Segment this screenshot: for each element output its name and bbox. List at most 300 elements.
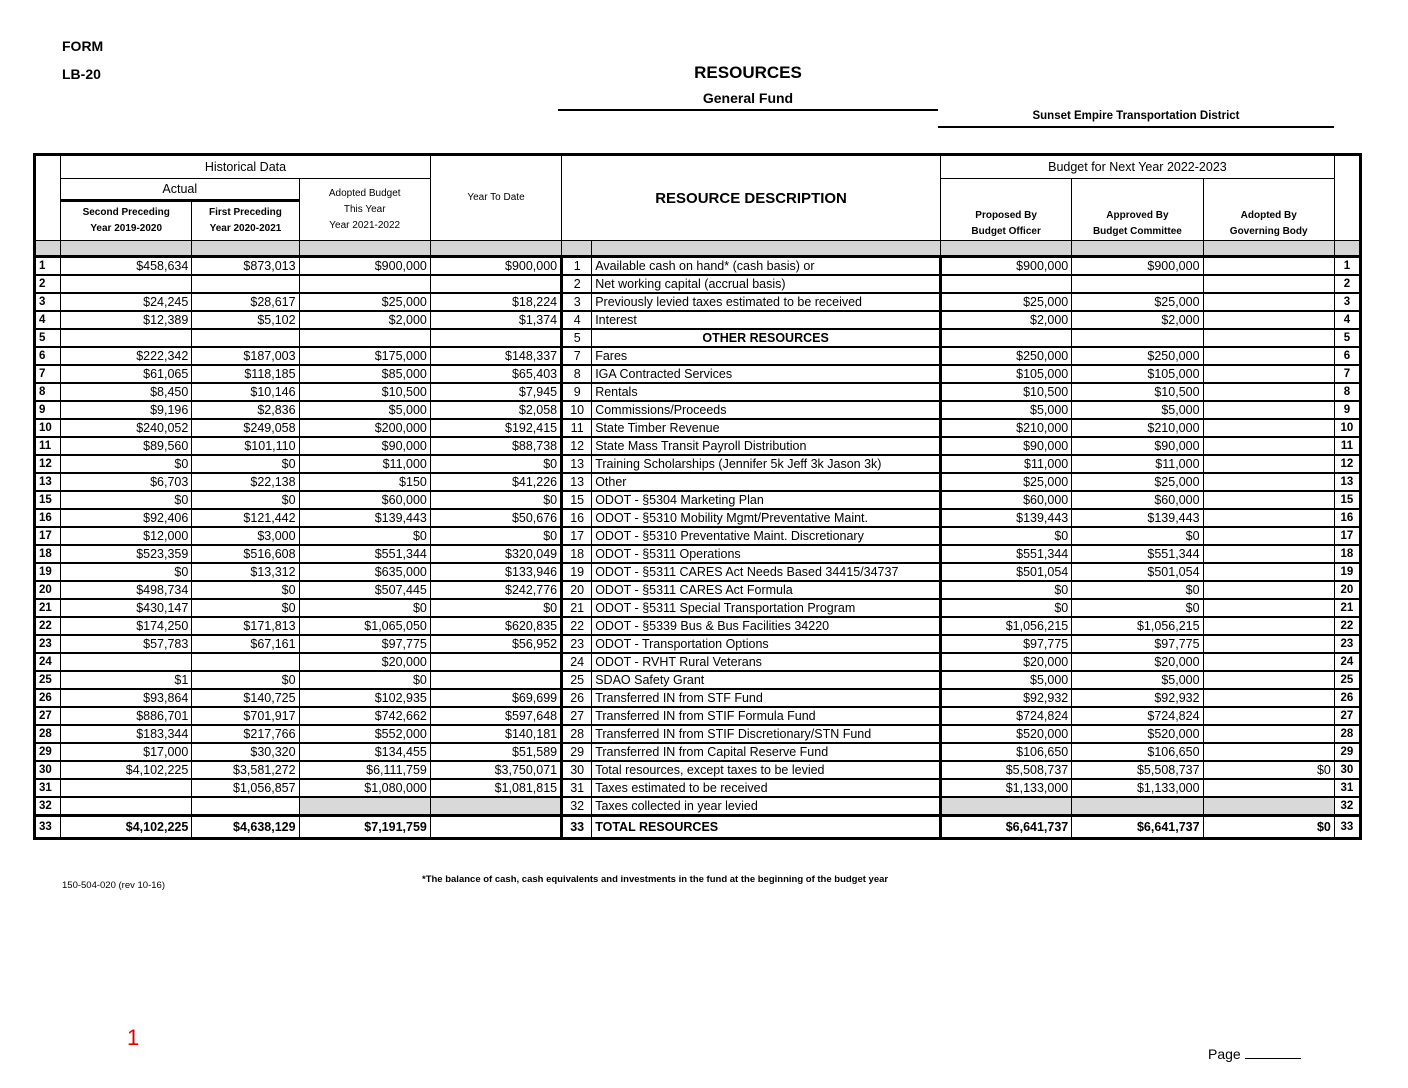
adopted-this-year-value: $25,000: [299, 293, 430, 311]
line-number: 1: [35, 257, 61, 276]
line-number: 24: [35, 653, 61, 671]
line-number: 30: [35, 761, 61, 779]
line-number-right: 9: [1334, 401, 1360, 419]
table-row: [35, 365, 1361, 383]
ytd-value: $320,049: [430, 545, 561, 563]
first-preceding-value: $0: [192, 581, 299, 599]
resource-description-header: RESOURCE DESCRIPTION: [562, 155, 941, 241]
proposed-value: $501,054: [940, 563, 1071, 581]
line-number: 17: [35, 527, 61, 545]
line-number-right: 11: [1334, 437, 1360, 455]
governing-body-value: [1203, 329, 1334, 347]
table-row: [35, 563, 1361, 581]
first-preceding-value: $28,617: [192, 293, 299, 311]
approved-value: [1072, 797, 1203, 816]
resource-description: ODOT - §5311 Special Transportation Program: [592, 599, 941, 617]
proposed-value: $25,000: [940, 473, 1071, 491]
proposed-value: $0: [940, 599, 1071, 617]
adopted-this-year-value: $2,000: [299, 311, 430, 329]
line-number-right: 13: [1334, 473, 1360, 491]
line-number-right: 26: [1334, 689, 1360, 707]
approved-value: $97,775: [1072, 635, 1203, 653]
adopted-this-year-value: $1,080,000: [299, 779, 430, 797]
first-preceding-value: $3,000: [192, 527, 299, 545]
proposed-value: $1,133,000: [940, 779, 1071, 797]
second-preceding-value: $93,864: [61, 689, 192, 707]
first-preceding-value: $118,185: [192, 365, 299, 383]
second-preceding-value: $6,703: [61, 473, 192, 491]
line-number: 5: [35, 329, 61, 347]
footnote: *The balance of cash, cash equivalents and investments in the fund at the beginning of the budget year: [422, 874, 889, 885]
second-preceding-value: [61, 797, 192, 816]
approved-value: $501,054: [1072, 563, 1203, 581]
line-number: 9: [35, 401, 61, 419]
first-preceding-value: [192, 653, 299, 671]
second-preceding-value: $174,250: [61, 617, 192, 635]
proposed-value: $210,000: [940, 419, 1071, 437]
adopted-this-year-value: $134,455: [299, 743, 430, 761]
description-number: 1: [562, 257, 592, 276]
description-number: 13: [562, 473, 592, 491]
line-number: 13: [35, 473, 61, 491]
table-row: [35, 257, 1361, 276]
second-preceding-value: $430,147: [61, 599, 192, 617]
second-preceding-value: $8,450: [61, 383, 192, 401]
line-number: 16: [35, 509, 61, 527]
proposed-value: $25,000: [940, 293, 1071, 311]
resource-description: Taxes collected in year levied: [592, 797, 941, 816]
adopted-this-year-value: $20,000: [299, 653, 430, 671]
description-number: 20: [562, 581, 592, 599]
approved-value: $60,000: [1072, 491, 1203, 509]
governing-body-value: [1203, 689, 1334, 707]
ytd-value: $242,776: [430, 581, 561, 599]
governing-body-value: [1203, 365, 1334, 383]
approved-value: [1072, 275, 1203, 293]
proposed-value: $97,775: [940, 635, 1071, 653]
second-preceding-value: $12,389: [61, 311, 192, 329]
first-preceding-value: $121,442: [192, 509, 299, 527]
table-row: [35, 419, 1361, 437]
description-number: 3: [562, 293, 592, 311]
line-number: 8: [35, 383, 61, 401]
table-row: [35, 599, 1361, 617]
line-number-right: 28: [1334, 725, 1360, 743]
proposed-value: [940, 275, 1071, 293]
approved-value: $5,508,737: [1072, 761, 1203, 779]
governing-body-value: [1203, 473, 1334, 491]
adopted-this-year-value: $97,775: [299, 635, 430, 653]
adopted-this-year-value: $6,111,759: [299, 761, 430, 779]
line-number-right: 22: [1334, 617, 1360, 635]
line-number-right: 12: [1334, 455, 1360, 473]
second-preceding-value: $57,783: [61, 635, 192, 653]
description-number: 16: [562, 509, 592, 527]
line-number: 2: [35, 275, 61, 293]
ytd-value: $620,835: [430, 617, 561, 635]
ytd-value: $140,181: [430, 725, 561, 743]
first-preceding-value: $0: [192, 455, 299, 473]
resource-description: Rentals: [592, 383, 941, 401]
approved-value: $1,056,215: [1072, 617, 1203, 635]
second-preceding-value: $183,344: [61, 725, 192, 743]
proposed-value: [940, 797, 1071, 816]
ytd-value: $51,589: [430, 743, 561, 761]
table-row: [35, 689, 1361, 707]
table-row: [35, 797, 1361, 816]
ytd-value: $65,403: [430, 365, 561, 383]
second-preceding-value: $24,245: [61, 293, 192, 311]
proposed-value: $551,344: [940, 545, 1071, 563]
first-preceding-value: $171,813: [192, 617, 299, 635]
description-number: 32: [562, 797, 592, 816]
proposed-value: $106,650: [940, 743, 1071, 761]
description-number: 30: [562, 761, 592, 779]
description-number: 4: [562, 311, 592, 329]
line-number-right: 4: [1334, 311, 1360, 329]
resource-description: Transferred IN from STIF Discretionary/STN Fund: [592, 725, 941, 743]
second-preceding-value: $458,634: [61, 257, 192, 276]
approved-value: $105,000: [1072, 365, 1203, 383]
approved-value: $25,000: [1072, 293, 1203, 311]
adopted-this-year-value: $102,935: [299, 689, 430, 707]
line-number-right: 21: [1334, 599, 1360, 617]
governing-body-value: [1203, 419, 1334, 437]
table-row: [35, 671, 1361, 689]
approved-value: $139,443: [1072, 509, 1203, 527]
description-number: 23: [562, 635, 592, 653]
second-preceding-value: $61,065: [61, 365, 192, 383]
ytd-value: $88,738: [430, 437, 561, 455]
ytd-value: $900,000: [430, 257, 561, 276]
adopted-this-year-value: $85,000: [299, 365, 430, 383]
line-number: 19: [35, 563, 61, 581]
ytd-value: [430, 671, 561, 689]
ytd-value: $192,415: [430, 419, 561, 437]
proposed-value: $250,000: [940, 347, 1071, 365]
second-preceding-value: $12,000: [61, 527, 192, 545]
line-number-right: 20: [1334, 581, 1360, 599]
proposed-value: $92,932: [940, 689, 1071, 707]
table-row: [35, 707, 1361, 725]
proposed-value: $10,500: [940, 383, 1071, 401]
approved-value: $5,000: [1072, 671, 1203, 689]
proposed-value: $0: [940, 581, 1071, 599]
adopted-this-year-value: $0: [299, 527, 430, 545]
resource-description: State Timber Revenue: [592, 419, 941, 437]
second-preceding-value: $4,102,225: [61, 761, 192, 779]
description-number: 28: [562, 725, 592, 743]
table-row: [35, 635, 1361, 653]
table-row: [35, 779, 1361, 797]
governing-body-value: [1203, 635, 1334, 653]
proposed-value: $520,000: [940, 725, 1071, 743]
line-number-right: 16: [1334, 509, 1360, 527]
resource-description: OTHER RESOURCES: [592, 329, 941, 347]
second-preceding-value: [61, 779, 192, 797]
line-number-right: 7: [1334, 365, 1360, 383]
description-number: 19: [562, 563, 592, 581]
table-row: [35, 509, 1361, 527]
description-number: 31: [562, 779, 592, 797]
approved-header: Approved By Budget Committee: [1072, 179, 1203, 241]
resource-description: ODOT - §5310 Mobility Mgmt/Preventative Maint.: [592, 509, 941, 527]
line-number-right: 24: [1334, 653, 1360, 671]
approved-value: $10,500: [1072, 383, 1203, 401]
table-row: [35, 383, 1361, 401]
second-preceding-value: $9,196: [61, 401, 192, 419]
adopted-this-year-value: $742,662: [299, 707, 430, 725]
first-preceding-value: $516,608: [192, 545, 299, 563]
first-preceding-value: $22,138: [192, 473, 299, 491]
second-preceding-value: $222,342: [61, 347, 192, 365]
line-number: 22: [35, 617, 61, 635]
adopted-this-year-value: $175,000: [299, 347, 430, 365]
district-underline: [938, 126, 1334, 128]
resource-description: Training Scholarships (Jennifer 5k Jeff 3k Jason 3k): [592, 455, 941, 473]
adopted-this-year-value: $10,500: [299, 383, 430, 401]
approved-value: $90,000: [1072, 437, 1203, 455]
adopted-this-year-value: $1,065,050: [299, 617, 430, 635]
adopted-by-header: Adopted By Governing Body: [1203, 179, 1334, 241]
line-number-right: 19: [1334, 563, 1360, 581]
historical-data-header: Historical Data: [61, 155, 431, 179]
approved-value: $1,133,000: [1072, 779, 1203, 797]
resource-description: ODOT - §5310 Preventative Maint. Discretionary: [592, 527, 941, 545]
ytd-value: $41,226: [430, 473, 561, 491]
resource-description: Previously levied taxes estimated to be received: [592, 293, 941, 311]
table-row: [35, 761, 1361, 779]
description-number: 18: [562, 545, 592, 563]
line-number-right: 10: [1334, 419, 1360, 437]
governing-body-value: [1203, 653, 1334, 671]
first-preceding-value: $701,917: [192, 707, 299, 725]
district-name: Sunset Empire Transportation District: [1032, 110, 1240, 122]
adopted-this-year-value: $139,443: [299, 509, 430, 527]
ytd-value: $133,946: [430, 563, 561, 581]
line-number-right: 17: [1334, 527, 1360, 545]
adopted-this-year-header: Adopted Budget This Year Year 2021-2022: [299, 179, 430, 241]
approved-value: $250,000: [1072, 347, 1203, 365]
line-number: 28: [35, 725, 61, 743]
governing-body-value: [1203, 491, 1334, 509]
resource-description: Transferred IN from STIF Formula Fund: [592, 707, 941, 725]
description-number: 5: [562, 329, 592, 347]
description-number: 8: [562, 365, 592, 383]
adopted-this-year-value: $0: [299, 599, 430, 617]
second-preceding-value: $498,734: [61, 581, 192, 599]
first-preceding-value: [192, 797, 299, 816]
resource-description: Transferred IN from STF Fund: [592, 689, 941, 707]
adopted-this-year-value: $0: [299, 671, 430, 689]
second-preceding-header: Second Preceding Year 2019-2020: [61, 201, 192, 241]
governing-body-value: [1203, 293, 1334, 311]
line-number: 12: [35, 455, 61, 473]
proposed-value: $90,000: [940, 437, 1071, 455]
fund-name: General Fund: [702, 90, 794, 106]
line-number-right: 5: [1334, 329, 1360, 347]
first-preceding-header: First Preceding Year 2020-2021: [192, 201, 299, 241]
proposed-value: $139,443: [940, 509, 1071, 527]
governing-body-value: [1203, 437, 1334, 455]
fund-underline: [558, 109, 938, 111]
approved-value: $724,824: [1072, 707, 1203, 725]
governing-body-value: [1203, 617, 1334, 635]
approved-value: $551,344: [1072, 545, 1203, 563]
proposed-value: $2,000: [940, 311, 1071, 329]
proposed-value: $0: [940, 527, 1071, 545]
adopted-this-year-value: $635,000: [299, 563, 430, 581]
adopted-this-year-value: [299, 797, 430, 816]
governing-body-value: [1203, 347, 1334, 365]
table-row: [35, 581, 1361, 599]
approved-value: $106,650: [1072, 743, 1203, 761]
first-preceding-value: [192, 275, 299, 293]
resource-description: Net working capital (accrual basis): [592, 275, 941, 293]
first-preceding-value: $10,146: [192, 383, 299, 401]
resource-description: ODOT - §5311 CARES Act Needs Based 34415/34737: [592, 563, 941, 581]
ytd-value: $0: [430, 491, 561, 509]
ytd-value: [430, 329, 561, 347]
description-number: 21: [562, 599, 592, 617]
approved-value: $0: [1072, 581, 1203, 599]
line-number-right: 15: [1334, 491, 1360, 509]
approved-value: $20,000: [1072, 653, 1203, 671]
resource-description: ODOT - RVHT Rural Veterans: [592, 653, 941, 671]
governing-body-value: [1203, 401, 1334, 419]
approved-value: $210,000: [1072, 419, 1203, 437]
line-number-right: 3: [1334, 293, 1360, 311]
page-title: RESOURCES: [694, 63, 802, 82]
total-row: 33 $4,102,225 $4,638,129 $7,191,759 33 TOTAL RESOURCES $6,641,737 $6,641,737 $0 33: [35, 816, 1361, 839]
ytd-value: $69,699: [430, 689, 561, 707]
first-preceding-value: $217,766: [192, 725, 299, 743]
line-number: 26: [35, 689, 61, 707]
table-row: [35, 473, 1361, 491]
governing-body-value: [1203, 671, 1334, 689]
approved-value: $11,000: [1072, 455, 1203, 473]
line-number-header: [35, 155, 61, 241]
first-preceding-value: $1,056,857: [192, 779, 299, 797]
approved-value: $2,000: [1072, 311, 1203, 329]
description-number: 29: [562, 743, 592, 761]
first-preceding-value: $140,725: [192, 689, 299, 707]
approved-value: $900,000: [1072, 257, 1203, 276]
proposed-value: $1,056,215: [940, 617, 1071, 635]
line-number-header-right: [1334, 155, 1360, 241]
resource-description: ODOT - §5339 Bus & Bus Facilities 34220: [592, 617, 941, 635]
line-number-right: 30: [1334, 761, 1360, 779]
second-preceding-value: [61, 653, 192, 671]
ytd-value: $148,337: [430, 347, 561, 365]
proposed-value: $900,000: [940, 257, 1071, 276]
resource-description: Commissions/Proceeds: [592, 401, 941, 419]
adopted-this-year-value: $60,000: [299, 491, 430, 509]
governing-body-value: [1203, 527, 1334, 545]
first-preceding-value: $5,102: [192, 311, 299, 329]
resource-description: Fares: [592, 347, 941, 365]
ytd-value: $597,648: [430, 707, 561, 725]
governing-body-value: [1203, 797, 1334, 816]
second-preceding-value: $523,359: [61, 545, 192, 563]
line-number: 32: [35, 797, 61, 816]
proposed-value: $105,000: [940, 365, 1071, 383]
adopted-this-year-value: [299, 329, 430, 347]
description-number: 2: [562, 275, 592, 293]
ytd-value: $0: [430, 455, 561, 473]
approved-value: $5,000: [1072, 401, 1203, 419]
table-row: [35, 743, 1361, 761]
governing-body-value: [1203, 257, 1334, 276]
proposed-value: $5,000: [940, 671, 1071, 689]
adopted-this-year-value: $11,000: [299, 455, 430, 473]
ytd-value: [430, 275, 561, 293]
line-number-right: 32: [1334, 797, 1360, 816]
proposed-value: $724,824: [940, 707, 1071, 725]
second-preceding-value: $240,052: [61, 419, 192, 437]
second-preceding-value: $1: [61, 671, 192, 689]
page-number: 1: [127, 1025, 140, 1050]
line-number: 20: [35, 581, 61, 599]
approved-value: $520,000: [1072, 725, 1203, 743]
first-preceding-value: $101,110: [192, 437, 299, 455]
first-preceding-value: $2,836: [192, 401, 299, 419]
second-preceding-value: $89,560: [61, 437, 192, 455]
line-number-right: 18: [1334, 545, 1360, 563]
table-row: [35, 347, 1361, 365]
governing-body-value: [1203, 779, 1334, 797]
resource-description: Available cash on hand* (cash basis) or: [592, 257, 941, 276]
page-label: Page: [1208, 1046, 1301, 1062]
governing-body-value: [1203, 383, 1334, 401]
proposed-value: $20,000: [940, 653, 1071, 671]
description-number: 11: [562, 419, 592, 437]
line-number-right: 6: [1334, 347, 1360, 365]
second-preceding-value: $886,701: [61, 707, 192, 725]
resource-description: Transferred IN from Capital Reserve Fund: [592, 743, 941, 761]
resource-description: Other: [592, 473, 941, 491]
second-preceding-value: $92,406: [61, 509, 192, 527]
first-preceding-value: $873,013: [192, 257, 299, 276]
line-number-right: 25: [1334, 671, 1360, 689]
approved-value: $0: [1072, 599, 1203, 617]
second-preceding-value: $0: [61, 563, 192, 581]
line-number: 7: [35, 365, 61, 383]
description-number: 10: [562, 401, 592, 419]
table-row: [35, 491, 1361, 509]
table-row: [35, 653, 1361, 671]
resource-description: ODOT - §5304 Marketing Plan: [592, 491, 941, 509]
approved-value: $25,000: [1072, 473, 1203, 491]
resource-description: Interest: [592, 311, 941, 329]
second-preceding-value: [61, 275, 192, 293]
governing-body-value: [1203, 599, 1334, 617]
description-number: 22: [562, 617, 592, 635]
ytd-value: $0: [430, 599, 561, 617]
second-preceding-value: [61, 329, 192, 347]
governing-body-value: [1203, 743, 1334, 761]
ytd-value: $1,374: [430, 311, 561, 329]
first-preceding-value: $0: [192, 599, 299, 617]
description-number: 17: [562, 527, 592, 545]
proposed-value: $5,508,737: [940, 761, 1071, 779]
resources-table: [33, 153, 1362, 840]
line-number: 6: [35, 347, 61, 365]
adopted-this-year-value: $507,445: [299, 581, 430, 599]
adopted-this-year-value: $900,000: [299, 257, 430, 276]
form-label: FORM: [62, 38, 104, 54]
resource-description: Total resources, except taxes to be levied: [592, 761, 941, 779]
